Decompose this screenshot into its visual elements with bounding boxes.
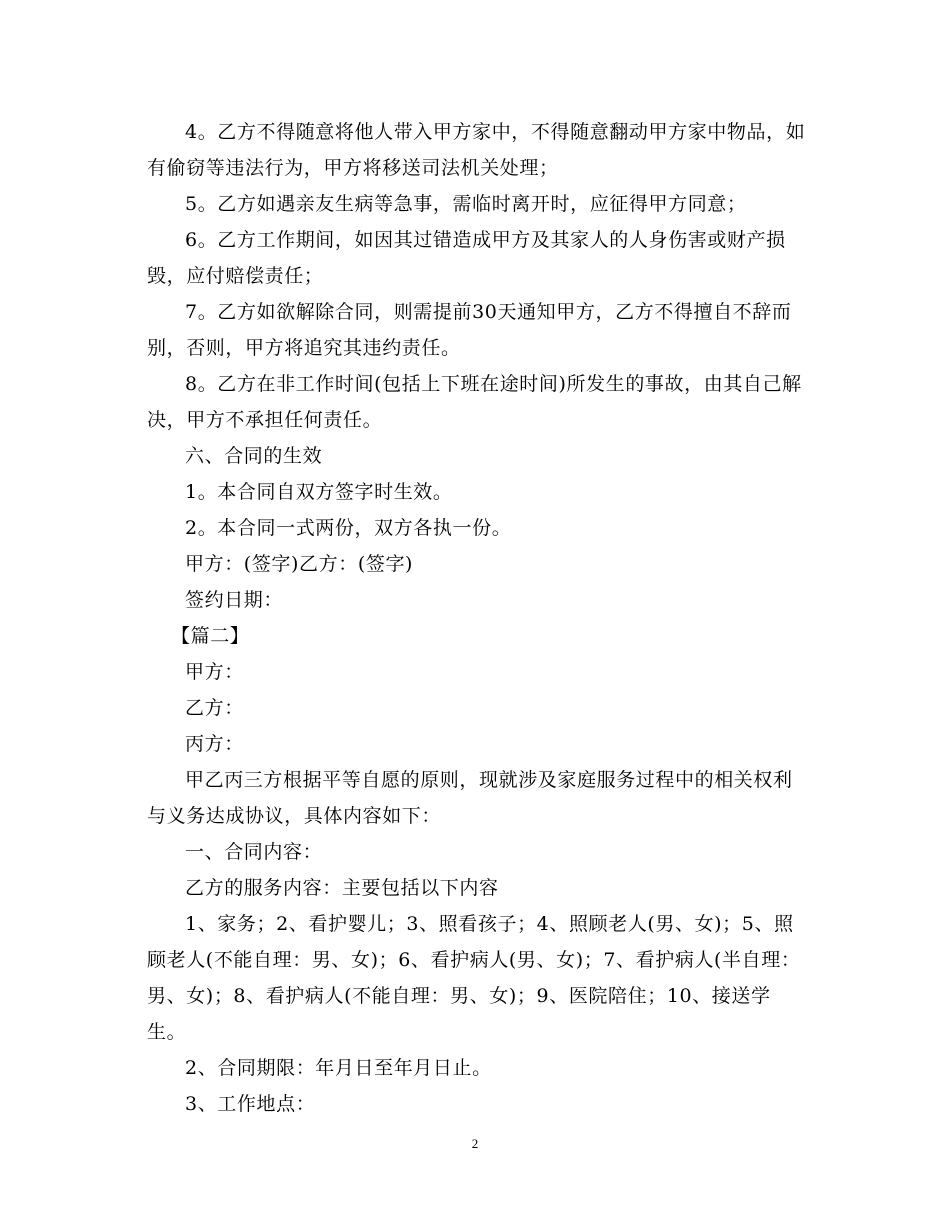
- clause-6: 6。乙方工作期间，如因其过错造成甲方及其家人的人身伤害或财产损毁，应付赔偿责任；: [147, 229, 786, 287]
- part-two-heading: 【篇二】: [171, 625, 250, 647]
- clause-4: 4。乙方不得随意将他人带入甲方家中，不得随意翻动甲方家中物品，如有偷窃等违法行为，甲方将移送司法机关处理；: [147, 121, 806, 179]
- work-location: 3、工作地点：: [185, 1093, 316, 1115]
- clause-7: 7。乙方如欲解除合同，则需提前30天通知甲方，乙方不得擅自不辞而别，否则，甲方将追究其违约责任。: [147, 301, 792, 359]
- signature-line: 甲方：(签字)乙方：(签字): [185, 553, 414, 575]
- page-number: 2: [471, 1136, 479, 1151]
- clause-8: 8。乙方在非工作时间(包括上下班在途时间)所发生的事故，由其自己解决，甲方不承担任何责任。: [147, 373, 802, 431]
- service-list: 1、家务；2、看护婴儿；3、照看孩子；4、照顾老人(男、女)；5、照顾老人(不能自理：男、女)；6、看护病人(男、女)；7、看护病人(半自理：男、女)；8、看护病人(不能自理：男、女)；9、医院陪住；10、接送学生。: [147, 913, 801, 1043]
- section-heading-effectiveness: 六、合同的生效: [185, 445, 323, 467]
- effectiveness-item-2: 2。本合同一式两份，双方各执一份。: [185, 517, 512, 539]
- effectiveness-item-1: 1。本合同自双方签字时生效。: [185, 481, 453, 503]
- section-heading-content: 一、合同内容：: [185, 841, 323, 863]
- party-a: 甲方：: [185, 661, 244, 683]
- agreement-intro: 甲乙丙三方根据平等自愿的原则，现就涉及家庭服务过程中的相关权利与义务达成协议，具体内容如下：: [147, 769, 793, 827]
- service-content-heading: 乙方的服务内容：主要包括以下内容: [185, 877, 499, 899]
- signing-date: 签约日期：: [185, 589, 284, 611]
- document-body: [147, 114, 807, 1122]
- contract-term: 2、合同期限：年月日至年月日止。: [185, 1057, 492, 1079]
- party-b: 乙方：: [185, 697, 244, 719]
- party-c: 丙方：: [185, 733, 244, 755]
- clause-5: 5。乙方如遇亲友生病等急事，需临时离开时，应征得甲方同意；: [185, 193, 747, 215]
